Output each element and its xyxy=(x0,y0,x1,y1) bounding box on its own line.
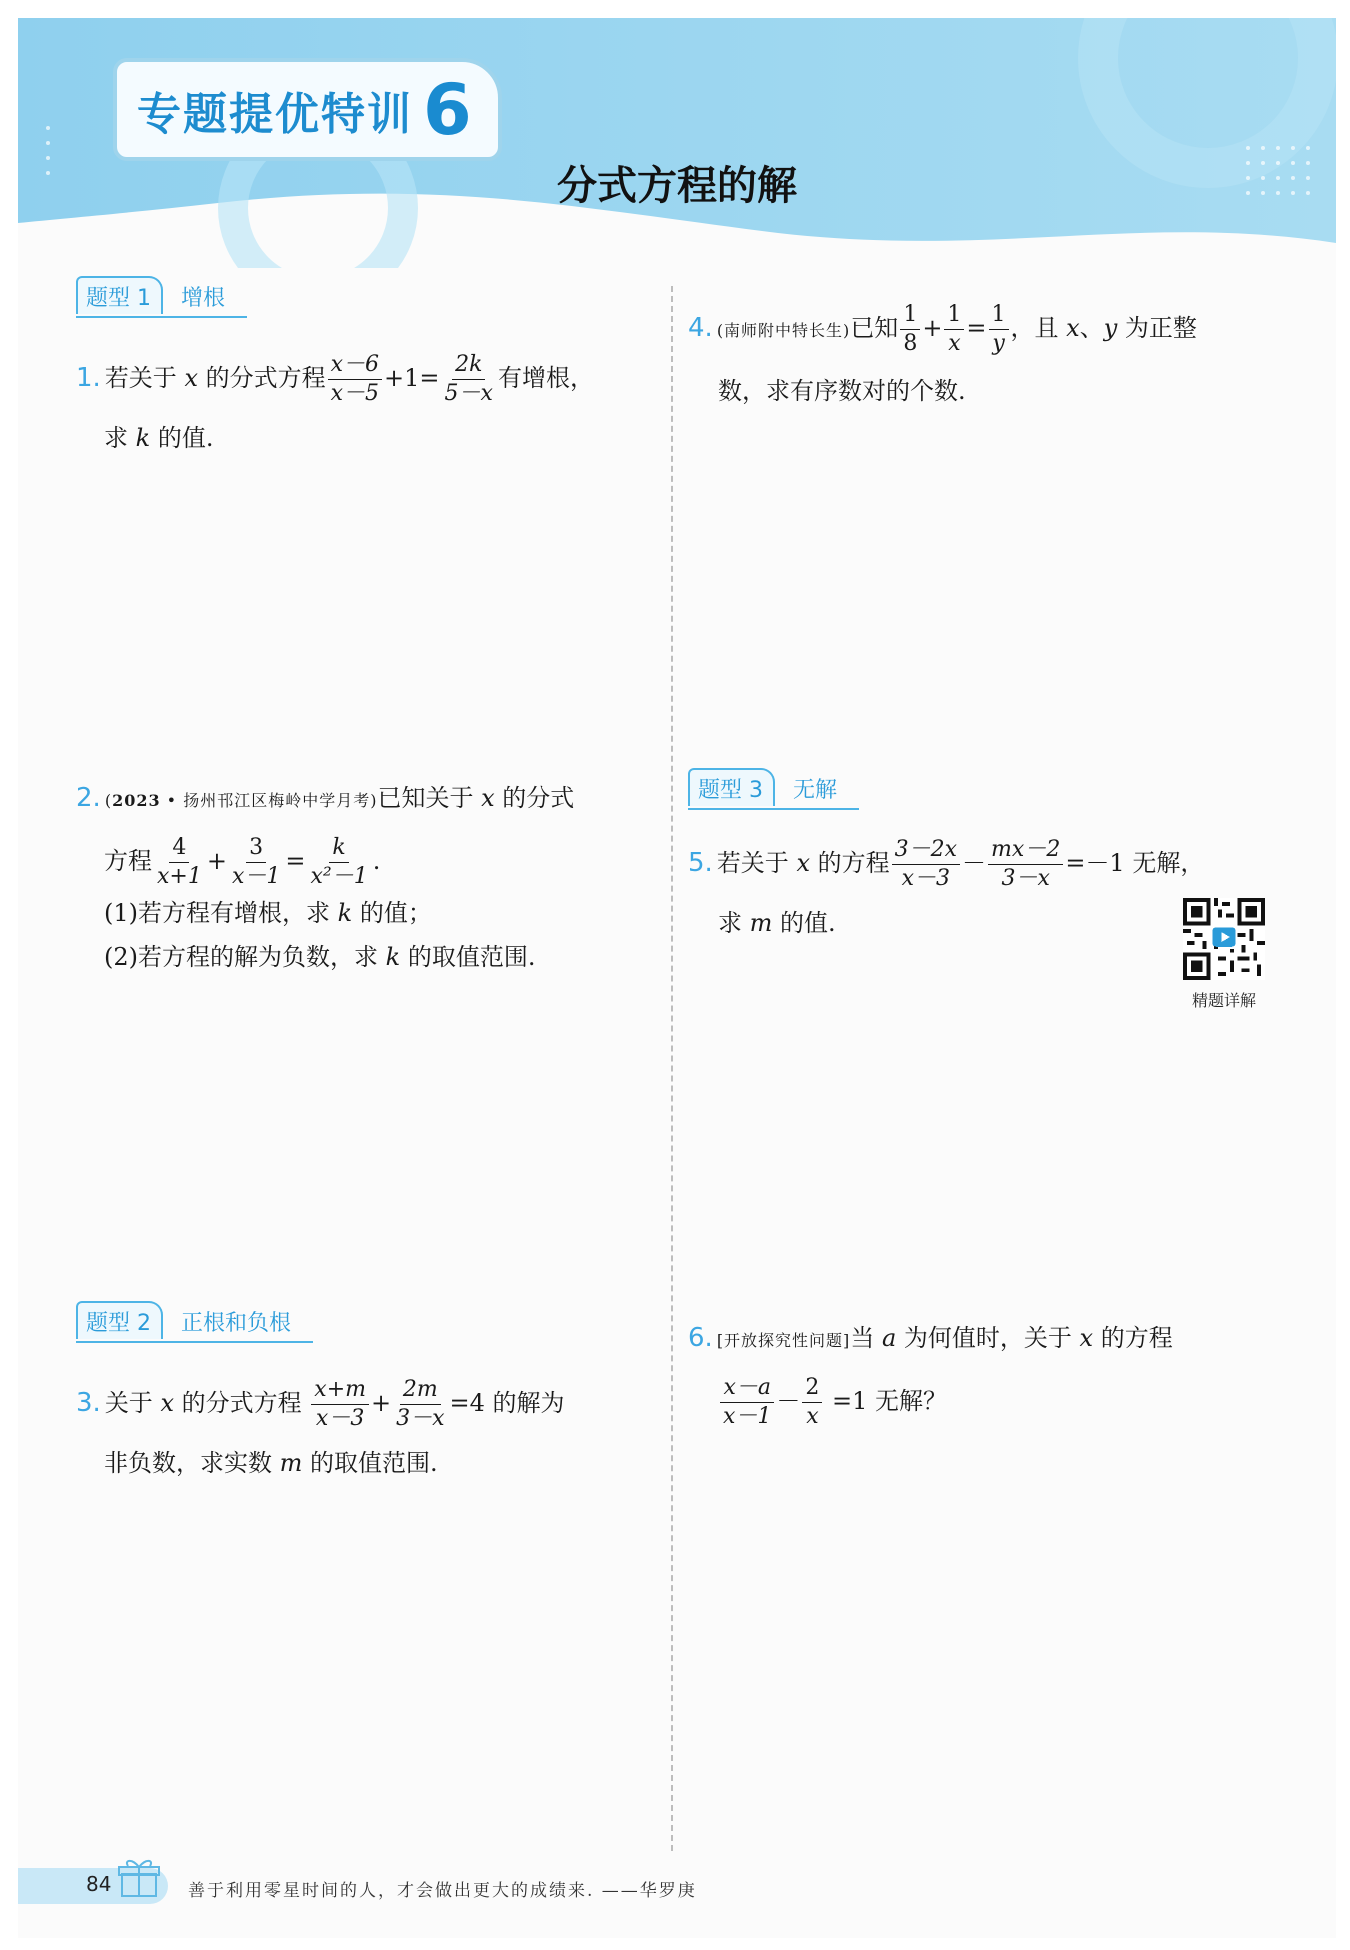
variable: a xyxy=(881,1324,897,1352)
section-tag: 题型 1 xyxy=(76,276,163,314)
variable: x xyxy=(1066,314,1080,342)
text: 的取值范围. xyxy=(407,943,536,971)
denominator: x xyxy=(948,331,961,356)
text: = xyxy=(285,847,306,875)
numerator: 1 xyxy=(989,301,1009,330)
badge-number: 6 xyxy=(423,68,472,151)
variable: m xyxy=(279,1449,303,1477)
text: 有增根， xyxy=(497,364,594,392)
question-2 xyxy=(76,768,666,979)
badge-text: 专题提优特训 xyxy=(137,88,413,140)
text: 、 xyxy=(1079,314,1104,342)
denominator: x－3 xyxy=(315,1406,365,1431)
text: . xyxy=(372,847,381,875)
section-tag: 题型 3 xyxy=(688,768,775,806)
section-header-2 xyxy=(76,1301,313,1343)
question-source: [开放探究性问题] xyxy=(716,1331,851,1350)
denominator: x²－1 xyxy=(310,864,368,889)
fraction xyxy=(328,351,382,408)
text: +1= xyxy=(384,364,440,392)
numerator: x－a xyxy=(720,1374,774,1403)
question-number: 4. xyxy=(688,313,713,343)
denominator: x－3 xyxy=(901,866,951,891)
text: =－1 无解， xyxy=(1065,849,1205,877)
text: ( xyxy=(104,791,113,810)
denominator: x－1 xyxy=(231,864,281,889)
fraction xyxy=(944,301,964,358)
question-6 xyxy=(688,1308,1318,1431)
footer-quote: 善于利用零星时间的人，才会做出更大的成绩来. ——华罗庚 xyxy=(188,1881,697,1901)
fraction xyxy=(892,836,960,893)
fraction xyxy=(802,1374,822,1431)
question-number: 6. xyxy=(688,1323,713,1353)
text: 的分式 xyxy=(502,784,575,812)
question-source xyxy=(105,791,378,810)
text: ，且 xyxy=(1010,314,1059,342)
denominator: x xyxy=(806,1404,819,1429)
text: 已知关于 xyxy=(377,784,474,812)
text: － xyxy=(776,1387,801,1415)
variable: x xyxy=(1079,1324,1094,1352)
numerator: x+m xyxy=(311,1376,369,1405)
text: + xyxy=(370,1389,392,1417)
variable: m xyxy=(749,909,773,937)
text: 若关于 xyxy=(104,364,177,392)
fraction xyxy=(720,1374,774,1431)
fraction xyxy=(442,351,496,408)
text: 的值. xyxy=(157,424,214,452)
denominator: y xyxy=(992,331,1005,356)
page-number: 84 xyxy=(86,1872,112,1896)
variable: x xyxy=(184,364,198,392)
fraction xyxy=(900,301,920,358)
text: (2)若方程的解为负数，求 xyxy=(104,943,378,971)
text: 的分式方程 xyxy=(205,364,326,392)
section-name: 正根和负根 xyxy=(181,1311,292,1336)
question-3 xyxy=(76,1373,666,1493)
header-banner xyxy=(18,18,1336,268)
text: 数，求有序数对的个数. xyxy=(718,377,966,405)
variable: x xyxy=(796,849,810,877)
text: =1 无解？ xyxy=(832,1387,948,1415)
question-number: 1. xyxy=(76,363,101,393)
question-source: (南师附中特长生) xyxy=(716,321,851,340)
text: 方程 xyxy=(104,847,152,875)
denominator: x－1 xyxy=(723,1404,772,1429)
numerator: 4 xyxy=(169,834,189,863)
text: • 扬州邗江区梅岭中学月考) xyxy=(160,791,378,810)
text: 关于 xyxy=(104,1389,153,1417)
section-name: 无解 xyxy=(793,778,838,803)
numerator: 3－2x xyxy=(892,836,960,865)
numerator: 2k xyxy=(452,351,485,380)
variable: k xyxy=(135,424,151,452)
text: 的值； xyxy=(359,899,432,927)
text: 若关于 xyxy=(716,849,789,877)
denominator: x－5 xyxy=(330,381,380,406)
numerator: 1 xyxy=(944,301,964,330)
section-header-1 xyxy=(76,276,247,318)
text: 的方程 xyxy=(817,849,890,877)
denominator: 3－x xyxy=(1001,866,1050,891)
variable: x xyxy=(160,1389,174,1417)
numerator: x－6 xyxy=(328,351,382,380)
fraction xyxy=(393,1376,447,1433)
denominator: 3－x xyxy=(396,1406,445,1431)
fraction xyxy=(988,836,1063,893)
question-4 xyxy=(688,298,1318,421)
text: 的分式方程 xyxy=(181,1389,302,1417)
text: = xyxy=(966,314,987,342)
qr-label: 精题详解 xyxy=(1191,991,1256,1010)
text: － xyxy=(962,849,987,877)
text: + xyxy=(206,847,227,875)
fraction xyxy=(311,1376,369,1433)
numerator: mx－2 xyxy=(988,836,1063,865)
question-number: 5. xyxy=(688,848,713,878)
text: =4 的解为 xyxy=(449,1389,565,1417)
section-header-3 xyxy=(688,768,859,810)
page-title: 分式方程的解 xyxy=(557,163,797,209)
topic-badge xyxy=(113,58,502,161)
text: 为正整 xyxy=(1124,314,1197,342)
denominator: 5－x xyxy=(444,381,493,406)
text: 的方程 xyxy=(1100,1324,1173,1352)
numerator: 2 xyxy=(802,1374,822,1403)
denominator: 8 xyxy=(903,331,918,356)
gift-box-icon xyxy=(110,1856,170,1900)
text: 求 xyxy=(104,424,128,452)
numerator: 2m xyxy=(400,1376,441,1405)
fraction xyxy=(307,834,370,891)
variable: k xyxy=(337,899,353,927)
variable: y xyxy=(1103,314,1118,342)
text: 当 xyxy=(850,1324,875,1352)
question-number: 2. xyxy=(76,783,101,813)
numerator: 3 xyxy=(246,834,266,863)
text: 2023 xyxy=(112,791,161,810)
numerator: 1 xyxy=(900,301,920,330)
qr-code-icon[interactable] xyxy=(1183,898,1265,980)
text: (1)若方程有增根，求 xyxy=(104,899,330,927)
section-name: 增根 xyxy=(181,286,226,311)
section-tag: 题型 2 xyxy=(76,1301,163,1339)
text: 已知 xyxy=(850,314,899,342)
text: + xyxy=(922,314,943,342)
question-1 xyxy=(76,348,666,468)
fraction xyxy=(989,301,1009,358)
fraction xyxy=(154,834,205,891)
question-number: 3. xyxy=(76,1388,101,1418)
page xyxy=(18,18,1336,1938)
fraction xyxy=(229,834,283,891)
text: 的取值范围. xyxy=(310,1449,438,1477)
column-divider xyxy=(671,286,673,1851)
text: 非负数，求实数 xyxy=(104,1449,272,1477)
text: 为何值时，关于 xyxy=(903,1324,1072,1352)
numerator: k xyxy=(329,834,348,863)
variable: k xyxy=(385,943,401,971)
text: 求 xyxy=(718,909,742,937)
denominator: x+1 xyxy=(157,864,202,889)
text: 的值. xyxy=(780,909,836,937)
variable: x xyxy=(481,784,495,812)
